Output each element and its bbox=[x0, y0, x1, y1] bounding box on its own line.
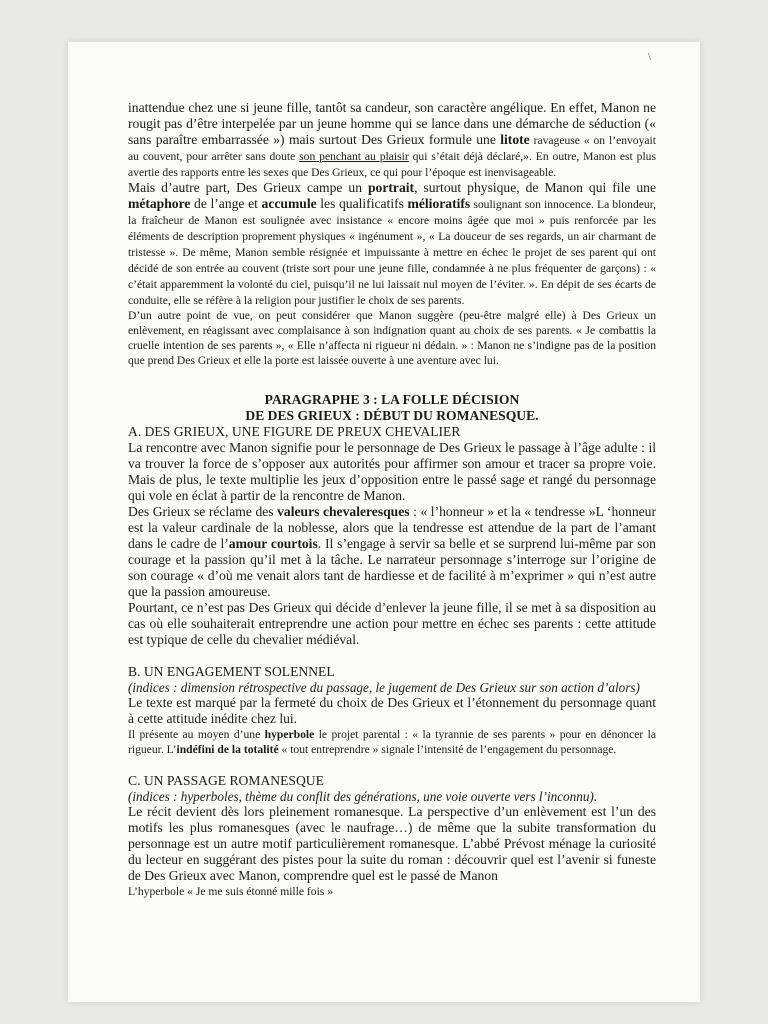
autre-point-paragraph: D’un autre point de vue, on peut considérer que Manon suggère (peu-être malgré elle) à Des Grieux un enlèvement, en réagissant avec complaisance à son indignation quant au choix de ses parents. « Je combattis la cruelle intention de ses parents », « Elle n’affecta ni rigueur ni dédain. » : Manon ne s’indigne pas de la position que prend Des Grieux et elle la porte est laissée ouverte à une aventure avec lui. bbox=[128, 309, 656, 367]
section-a-paragraph-3: Pourtant, ce n’est pas Des Grieux qui décide d’enlever la jeune fille, il se met à sa disposition au cas où elle souhaiterait entreprendre une action pour mettre en échec ses parents : cette attitude est typique de celle du chevalier médiéval. bbox=[128, 600, 656, 647]
underlined-penchant: son penchant au plaisir bbox=[299, 150, 409, 163]
a-text-a: Des Grieux se réclame des bbox=[128, 504, 278, 519]
heading-line-2: DE DES GRIEUX : DÉBUT DU ROMANESQUE. bbox=[245, 408, 539, 423]
section-b-indices: (indices : dimension rétrospective du passage, le jugement de Des Grieux sur son action d’alors) bbox=[128, 680, 640, 695]
term-metaphore: métaphore bbox=[128, 196, 191, 211]
term-amour-courtois: amour courtois bbox=[228, 536, 318, 551]
b-text-b: le projet parental : « la tyrannie de ses parents » pour en dénoncer la rigueur. L’ bbox=[128, 728, 657, 756]
portrait-text-d: les qualificatifs bbox=[316, 196, 408, 211]
a-text-b: : « l’honneur » et la « tendresse »L ‘honneur est la valeur cardinale de la noblesse, alors que la tendresse est attendue de la part de l’amant dans le cadre de l’ bbox=[128, 504, 656, 551]
section-a-title: A. DES GRIEUX, UNE FIGURE DE PREUX CHEVALIER bbox=[128, 424, 461, 439]
portrait-text-b: , surtout physique, de Manon qui file une bbox=[414, 180, 656, 195]
portrait-text-e: soulignant son innocence. La blondeur, la fraîcheur de Manon est soulignée avec insistance « encore moins âgée que moi » puis renforcée par les éléments de description proprement physiques « ingénument », « La douceur de ses regards, un air charmant de tristesse ». De même, Manon semble résignée et impuissante à mettre en échec le projet de ses parent qui ont décidé de son entrée au couvent (triste sort pour une jeune fille, condamnée à ne plus fréquenter de garçons) : « c’était apparemment la volonté du ciel, puisqu’il ne lui laissait nul moyen de l’éviter. ». En dépit de ses écarts de conduite, elle se réfère à la religion pour justifier le choix de ses parents. bbox=[128, 198, 657, 307]
intro-paragraph bbox=[128, 100, 656, 180]
section-c-title: C. UN PASSAGE ROMANESQUE bbox=[128, 773, 324, 788]
portrait-text-a: Mais d’autre part, Des Grieux campe un bbox=[128, 180, 368, 195]
section-c-indices: (indices : hyperboles, thème du conflit des générations, une voie ouverte vers l’inconnu). bbox=[128, 789, 598, 804]
portrait-text-c: de l’ange et bbox=[190, 196, 262, 211]
term-hyperbole: hyperbole bbox=[264, 728, 315, 741]
term-indefini: indéfini de la totalité bbox=[176, 743, 279, 756]
scanned-page bbox=[68, 42, 700, 1002]
term-melioratifs: mélioratifs bbox=[407, 196, 471, 211]
a-text-c: . Il s’engage à servir sa belle et se surprend lui-même par son courage et la passion qu’il met à la tâche. Le narrateur personnage s’interroge sur l’origine de son courage « d’où me venait alors tant de hardiesse et de facilité à m’exprimer » qui n’est autre que la passion amoureuse. bbox=[128, 536, 656, 599]
section-c-paragraph-1: Le récit devient dès lors pleinement romanesque. La perspective d’un enlèvement est l’un des motifs les plus romanesques (avec le naufrage…) de même que la subite transformation du personnage est un autre motif particulièrement romanesque. L’abbé Prévost ménage la curiosité du lecteur en suggérant des pistes pour la suite du roman : découvrir quel est l’avenir si funeste de Des Grieux avec Manon, comprendre quel est le passé de Manon bbox=[128, 804, 656, 883]
section-b-paragraph-2 bbox=[128, 727, 656, 757]
term-accumule: accumule bbox=[261, 196, 317, 211]
b-text-a: Il présente au moyen d’une bbox=[128, 728, 265, 741]
section-a-paragraph-1: La rencontre avec Manon signifie pour le personnage de Des Grieux le passage à l’âge adulte : il va trouver la force de s’opposer aux autorités pour affirmer son amour et tracer sa propre voie. Mais de plus, le texte multiplie les jeux d’opposition entre le passé sage et rangé du personnage qui vole en éclat à partir de la rencontre de Manon. bbox=[128, 440, 656, 503]
b-text-c: « tout entreprendre » signale l’intensité de l’engagement du personnage. bbox=[278, 743, 617, 756]
term-litote: litote bbox=[500, 132, 530, 147]
section-c-paragraph-2: L’hyperbole « Je me suis étonné mille fois » bbox=[128, 885, 334, 898]
section-a-paragraph-2 bbox=[128, 504, 656, 600]
section-b-paragraph-1: Le texte est marqué par la fermeté du choix de Des Grieux et l’étonnement du personnage quant à cette attitude inédite chez lui. bbox=[128, 695, 656, 726]
paragraphe3-heading bbox=[128, 392, 656, 424]
intro-text-1: inattendue chez une si jeune fille, tantôt sa candeur, son caractère angélique. En effet, Manon ne rougit pas d’être interpelée par un jeune homme qui se lance dans une démarche de séduction (« sans paraître embarrassée ») mais surtout Des Grieux formule une bbox=[128, 100, 656, 147]
scan-mark: \ bbox=[648, 52, 651, 63]
intro-text-2: ravageuse « on l’envoyait au couvent, pour arrêter sans doute bbox=[128, 134, 656, 163]
portrait-paragraph bbox=[128, 180, 656, 308]
heading-line-1: PARAGRAPHE 3 : LA FOLLE DÉCISION bbox=[264, 392, 520, 407]
intro-text-3: qui s’était déjà déclaré,». En outre, Manon est plus avertie des rapports entre les sexes que Des Grieux, ce qui pour l’époque est inenvisageable. bbox=[128, 150, 656, 179]
section-b-title: B. UN ENGAGEMENT SOLENNEL bbox=[128, 664, 335, 679]
term-valeurs: valeurs chevaleresques bbox=[277, 504, 410, 519]
document-body bbox=[128, 100, 656, 899]
term-portrait: portrait bbox=[368, 180, 415, 195]
